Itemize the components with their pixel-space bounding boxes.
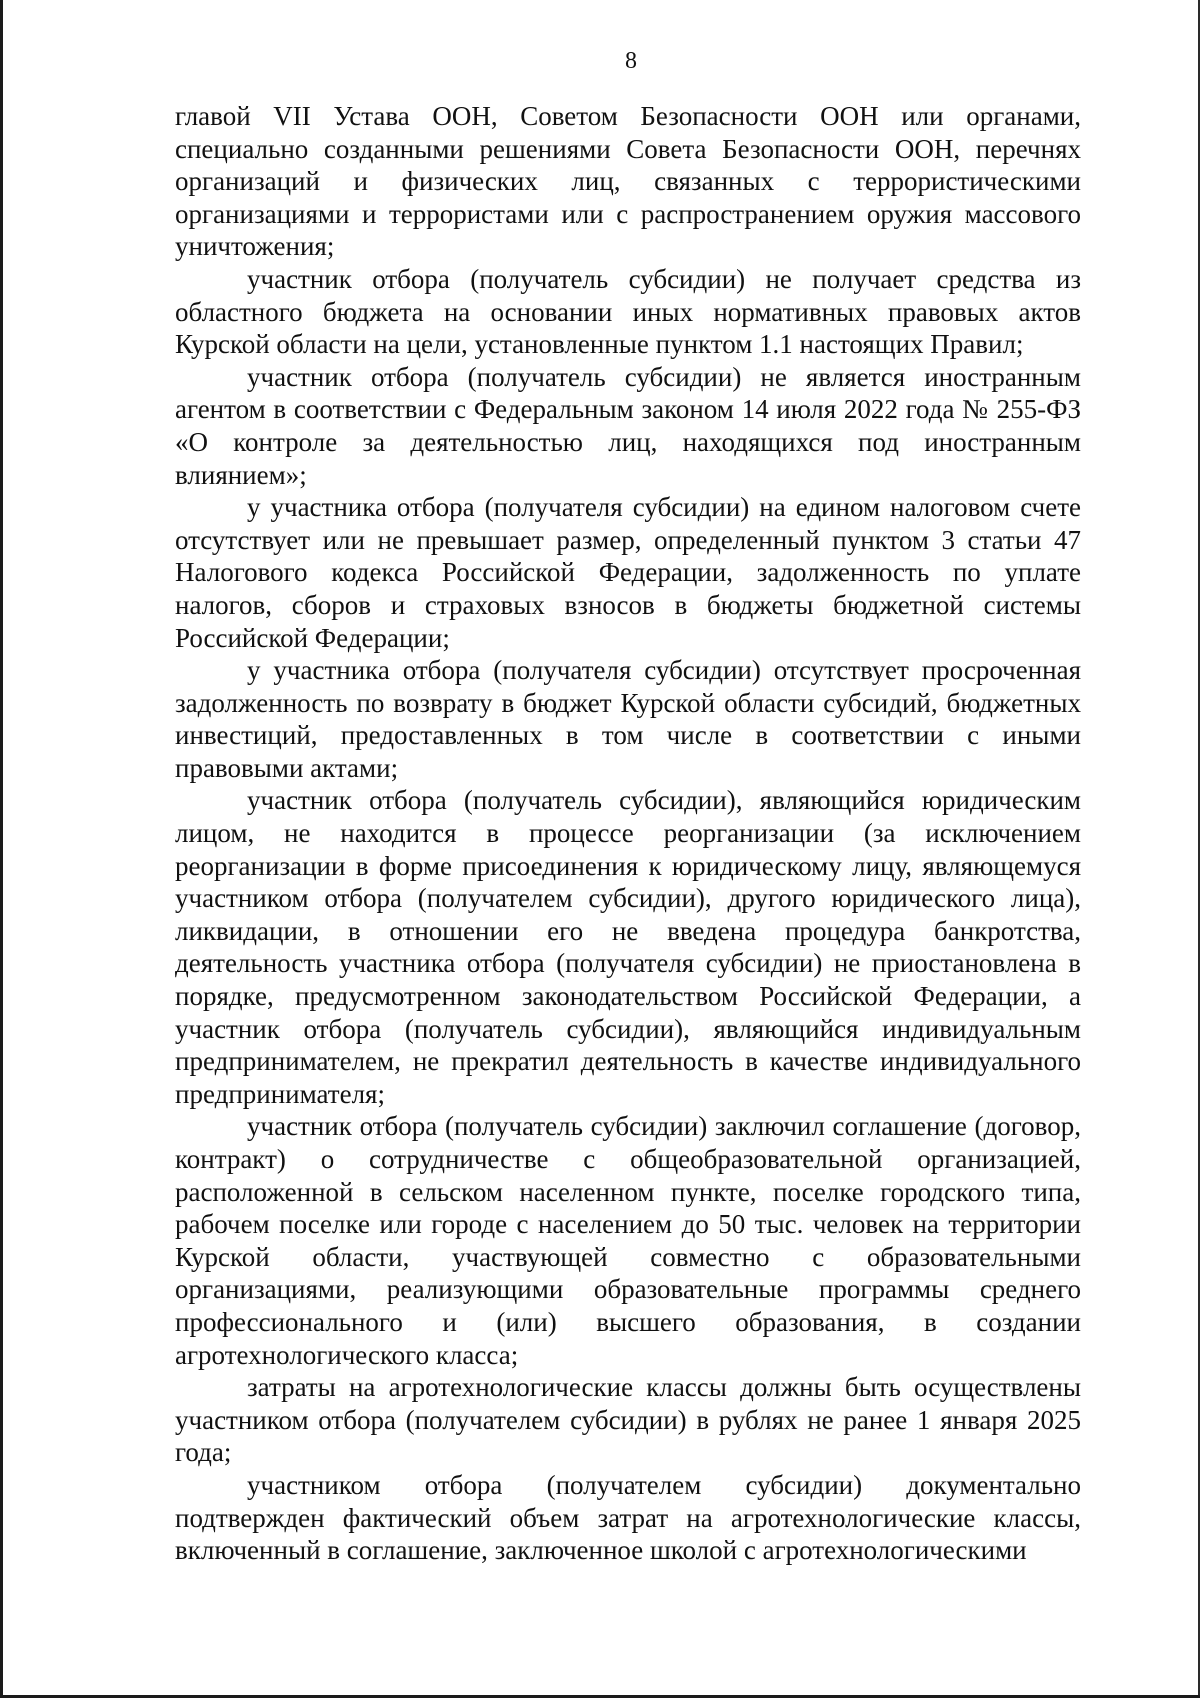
paragraph-continuation: главой VII Устава ООН, Советом Безопасности ООН или органами, специально созданными решениями Совета Безопасности ООН, перечнях организаций и физических лиц, связанных с террористическими организациями и террористами или с распространением оружия массового уничтожения; [175, 101, 1081, 262]
paragraph-expense-date: затраты на агротехнологические классы должны быть осуществлены участником отбора (получателем субсидии) в рублях не ранее 1 января 2025 года; [175, 1372, 1081, 1468]
paragraph-documented-expenses: участником отбора (получателем субсидии) документально подтвержден фактический объем затрат на агротехнологические классы, включенный в соглашение, заключенное школой с агротехнологическими [175, 1469, 1081, 1566]
paragraph-cooperation-agreement: участник отбора (получатель субсидии) заключил соглашение (договор, контракт) о сотрудничестве с общеобразовательной организацией, расположенной в сельском населенном пункте, поселке городского типа, рабочем поселке или городе с населением до 50 тыс. человек на территории Курской области, участвующей совместно с образовательными организациями, реализующими образовательные программы среднего профессионального и (или) высшего образования, в создании агротехнологического класса; [175, 1111, 1081, 1370]
paragraph-overdue-debt: у участника отбора (получателя субсидии) отсутствует просроченная задолженность по возврату в бюджет Курской области субсидий, бюджетных инвестиций, предоставленных в том числе в соответствии с иными правовыми актами; [175, 655, 1081, 783]
page-number: 8 [625, 48, 637, 74]
scan-edge-left [0, 0, 3, 1698]
document-body [175, 100, 1081, 1567]
paragraph-tax-debt: у участника отбора (получателя субсидии) на едином налоговом счете отсутствует или не превышает размер, определенный пунктом 3 статьи 47 Налогового кодекса Российской Федерации, задолженность по уплате налогов, сборов и страховых взносов в бюджеты бюджетной системы Российской Федерации; [175, 492, 1081, 653]
paragraph-no-other-funds: участник отбора (получатель субсидии) не получает средства из областного бюджета на основании иных нормативных правовых актов Курской области на цели, установленные пунктом 1.1 настоящих Правил; [175, 263, 1081, 360]
paragraph-not-foreign-agent: участник отбора (получатель субсидии) не является иностранным агентом в соответствии с Федеральным законом 14 июля 2022 года № 255-ФЗ «О контроле за деятельностью лиц, находящихся под иностранным влиянием»; [175, 361, 1081, 490]
paragraph-reorganization: участник отбора (получатель субсидии), являющийся юридическим лицом, не находится в процессе реорганизации (за исключением реорганизации в форме присоединения к юридическому лицу, являющемуся участником отбора (получателем субсидии), другого юридического лица), ликвидации, в отношении его не введена процедура банкротства, деятельность участника отбора (получателя субсидии) не приостановлена в порядке, предусмотренном законодательством Российской Федерации, а участник отбора (получатель субсидии), являющийся индивидуальным предпринимателем, не прекратил деятельность в качестве индивидуального предпринимателя; [175, 785, 1081, 1109]
